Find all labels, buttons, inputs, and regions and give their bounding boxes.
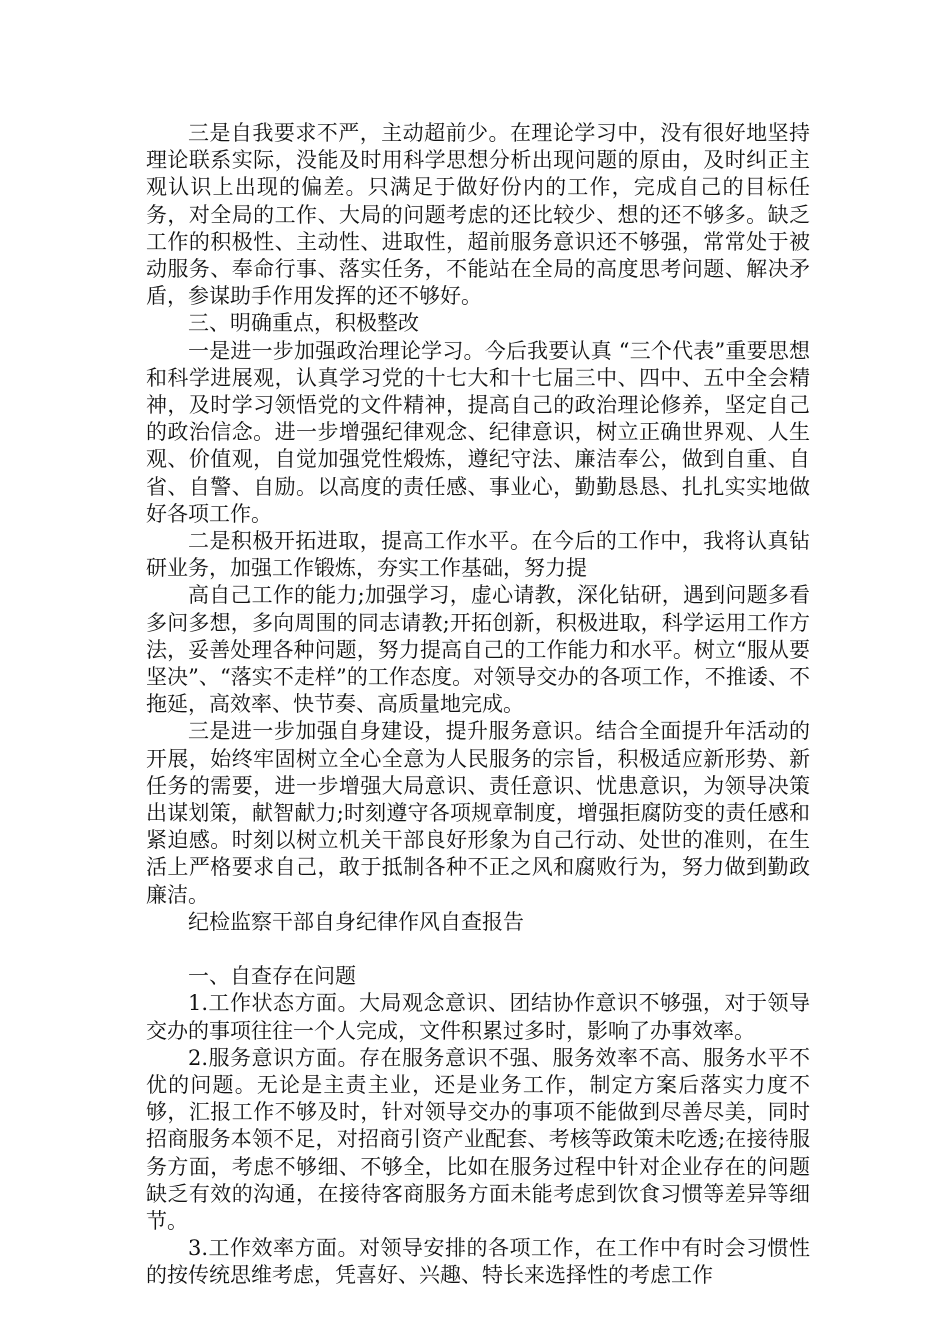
paragraph-work-efficiency: 3.工作效率方面。对领导安排的各项工作，在工作中有时会习惯性的按传统思维考虑，凭喜好、兴趣、特长来选择性的考虑工作 <box>146 1236 810 1288</box>
paragraph-pioneering: 二是积极开拓进取，提高工作水平。在今后的工作中，我将认真钻研业务，加强工作锻炼，夯实工作基础，努力提 <box>146 529 810 581</box>
paragraph-self-building: 三是进一步加强自身建设，提升服务意识。结合全面提升年活动的开展，始终牢固树立全心全意为人民服务的宗旨，积极适应新形势、新任务的需要，进一步增强大局意识、责任意识、忧患意识，为领导决策出谋划策，献智献力;时刻遵守各项规章制度，增强拒腐防变的责任感和紧迫感。时刻以树立机关干部良好形象为自己行动、处世的准则，在生活上严格要求自己，敢于抵制各种不正之风和腐败行为，努力做到勤政廉洁。 <box>146 719 810 907</box>
paragraph-improve-ability: 高自己工作的能力;加强学习，虚心请教，深化钻研，遇到问题多看多问多想，多向周围的同志请教;开拓创新，积极进取，科学运用工作方法，妥善处理各种问题，努力提高自己的工作能力和水平。树立“服从要坚决”、“落实不走样”的工作态度。对领导交办的各项工作，不推诿、不拖延，高效率、快节奏、高质量地完成。 <box>146 583 810 717</box>
document-page <box>146 120 810 1290</box>
paragraph-work-state: 1.工作状态方面。大局观念意识、团结协作意识不够强，对于领导交办的事项往往一个人完成，文件积累过多时，影响了办事效率。 <box>146 991 810 1043</box>
blank-line <box>146 936 810 963</box>
paragraph-self-requirement: 三是自我要求不严，主动超前少。在理论学习中，没有很好地坚持理论联系实际，没能及时用科学思想分析出现问题的原由，及时纠正主观认识上出现的偏差。只满足于做好份内的工作，完成自己的目标任务，对全局的工作、大局的问题考虑的还比较少、想的还不够多。缺乏工作的积极性、主动性、进取性，超前服务意识还不够强，常常处于被动服务、奉命行事、落实任务，不能站在全局的高度思考问题、解决矛盾，参谋助手作用发挥的还不够好。 <box>146 121 810 309</box>
report-title: 纪检监察干部自身纪律作风自查报告 <box>188 909 524 934</box>
section-heading-problems: 一、自查存在问题 <box>188 964 356 989</box>
section-heading-rectification: 三、明确重点，积极整改 <box>188 311 419 336</box>
paragraph-political-study: 一是进一步加强政治理论学习。今后我要认真 “三个代表”重要思想和科学进展观，认真学习党的十七大和十七届三中、四中、五中全会精神，及时学习领悟党的文件精神，提高自己的政治理论修养，坚定自己的政治信念。进一步增强纪律观念、纪律意识，树立正确世界观、人生观、价值观，自觉加强党性煅炼，遵纪守法、廉洁奉公，做到自重、自省、自警、自励。以高度的责任感、事业心，勤勤恳恳、扎扎实实地做好各项工作。 <box>146 338 810 526</box>
paragraph-service-awareness: 2.服务意识方面。存在服务意识不强、服务效率不高、服务水平不优的问题。无论是主责主业，还是业务工作，制定方案后落实力度不够，汇报工作不够及时，针对领导交办的事项不能做到尽善尽美，同时招商服务本领不足，对招商引资产业配套、考核等政策未吃透;在接待服务方面，考虑不够细、不够全，比如在服务过程中针对企业存在的问题缺乏有效的沟通，在接待客商服务方面未能考虑到饮食习惯等差异等细节。 <box>146 1045 810 1233</box>
